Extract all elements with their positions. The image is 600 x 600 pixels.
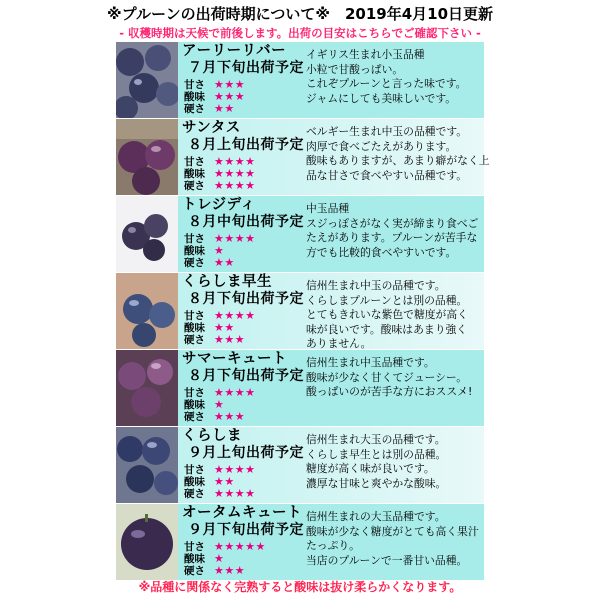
firmness-rating: 硬さ ★★ (184, 256, 235, 269)
plum-photo (116, 196, 178, 272)
variety-row (116, 504, 484, 581)
variety-description: 信州生まれの大玉品種です。 酸味が少なく糖度がとても高く果汁 たっぷり。 当店のプルーンで一番甘い品種。 (306, 510, 479, 567)
firmness-rating: 硬さ ★★★ (184, 333, 246, 346)
star-rating: ★ (214, 398, 225, 411)
star-rating: ★★★★ (214, 487, 256, 500)
firmness-rating: 硬さ ★★★★ (184, 487, 256, 500)
variety-name: くらしま (182, 428, 242, 444)
acidity-rating: 酸味 ★★ (184, 321, 235, 334)
sweetness-rating: 甘さ ★★★★★ (184, 540, 266, 553)
star-rating: ★★★ (214, 410, 246, 423)
ratings (184, 387, 304, 423)
variety-description: イギリス生まれ小玉品種 小粒で甘酸っぱい。 これぞプルーンと言った味です。 ジャムにしても美味しいです。 (306, 48, 467, 105)
star-rating: ★★★★ (214, 179, 256, 192)
ratings (184, 541, 304, 577)
plum-photo (116, 504, 178, 580)
variety-name: オータムキュート (182, 505, 302, 521)
sweetness-rating: 甘さ ★★★★ (184, 232, 256, 245)
ratings (184, 79, 304, 115)
star-rating: ★★★ (214, 564, 246, 577)
plum-photo (116, 273, 178, 349)
ratings (184, 310, 304, 346)
variety-name: アーリーリバー (182, 43, 287, 59)
plum-photo (116, 427, 178, 503)
star-rating: ★ (214, 244, 225, 257)
variety-row (116, 427, 484, 504)
variety-description: 信州生まれ大玉の品種です。 くらしま早生とは別の品種。 糖度が高く味が良いです。 濃厚な甘味と爽やかな酸味。 (306, 433, 447, 490)
sweetness-rating: 甘さ ★★★ (184, 78, 246, 91)
star-rating: ★★ (214, 102, 235, 115)
star-rating: ★★ (214, 256, 235, 269)
variety-list (116, 42, 490, 581)
firmness-rating: 硬さ ★★★ (184, 410, 246, 423)
star-rating: ★★★★ (214, 232, 256, 245)
star-rating: ★★★★ (214, 463, 256, 476)
footer-note: ※品種に関係なく完熟すると酸味は抜け柔らかくなります。 (138, 580, 462, 594)
shipping-schedule: ８月下旬出荷予定 (188, 291, 304, 307)
star-rating: ★★★★ (214, 386, 256, 399)
sweetness-rating: 甘さ ★★★★ (184, 309, 256, 322)
star-rating: ★★ (214, 321, 235, 334)
acidity-rating: 酸味 ★★ (184, 475, 235, 488)
variety-row (116, 196, 484, 273)
variety-row (116, 119, 490, 196)
firmness-rating: 硬さ ★★★★ (184, 179, 256, 192)
acidity-rating: 酸味 ★ (184, 398, 225, 411)
acidity-rating: 酸味 ★★★ (184, 90, 246, 103)
star-rating: ★★★★ (214, 155, 256, 168)
sweetness-rating: 甘さ ★★★★ (184, 463, 256, 476)
shipping-schedule: ７月下旬出荷予定 (188, 60, 304, 76)
star-rating: ★★ (214, 475, 235, 488)
variety-name: サマーキュート (182, 351, 287, 367)
variety-description: 信州生まれ中玉の品種です。 くらしまプルーンとは別の品種。 とてもきれいな紫色で糖度が高く 味が良いです。酸味はあまり強く ありません。 (306, 279, 468, 351)
star-rating: ★★★ (214, 90, 246, 103)
sweetness-rating: 甘さ ★★★★ (184, 155, 256, 168)
variety-name: くらしま早生 (182, 274, 272, 290)
star-rating: ★★★★★ (214, 540, 266, 553)
variety-name: サンタス (182, 120, 241, 136)
variety-name: トレジディ (182, 197, 256, 213)
acidity-rating: 酸味 ★★★★ (184, 167, 256, 180)
shipping-schedule: ９月上旬出荷予定 (188, 445, 304, 461)
acidity-rating: 酸味 ★ (184, 552, 225, 565)
star-rating: ★★★ (214, 78, 246, 91)
plum-photo (116, 350, 178, 426)
star-rating: ★★★ (214, 333, 246, 346)
shipping-schedule: ８月下旬出荷予定 (188, 368, 304, 384)
acidity-rating: 酸味 ★ (184, 244, 225, 257)
plum-photo (116, 119, 178, 195)
star-rating: ★★★★ (214, 309, 256, 322)
page-title: ※プルーンの出荷時期について※ 2019年4月10日更新 (106, 5, 494, 23)
variety-description: 中玉品種 スジっぽさがなく実が締まり食べご たえがあります。プルーンが苦手な 方でも比較的食べやすいです。 (306, 202, 479, 259)
shipping-schedule: ８月中旬出荷予定 (188, 214, 304, 230)
sweetness-rating: 甘さ ★★★★ (184, 386, 256, 399)
shipping-schedule: ８月上旬出荷予定 (188, 137, 304, 153)
firmness-rating: 硬さ ★★★ (184, 564, 246, 577)
variety-description: ベルギー生まれ中玉の品種です。 肉厚で食べごたえがあります。 酸味もありますが、あまり癖がなく上 品な甘さで食べやすい品種です。 (306, 125, 490, 182)
shipping-schedule: ９月下旬出荷予定 (188, 522, 304, 538)
firmness-rating: 硬さ ★★ (184, 102, 235, 115)
plum-photo (116, 42, 178, 118)
ratings (184, 156, 304, 192)
star-rating: ★ (214, 552, 225, 565)
harvest-notice: - 収穫時期は天候で前後します。出荷の目安はこちらでご確認下さい - (119, 26, 481, 40)
star-rating: ★★★★ (214, 167, 256, 180)
variety-row (116, 350, 484, 427)
ratings (184, 233, 304, 269)
variety-row (116, 42, 484, 119)
ratings (184, 464, 304, 500)
variety-row (116, 273, 484, 350)
variety-description: 信州生まれ中玉品種です。 酸味が少なく甘くてジューシー。 酸っぱいのが苦手な方におススメ! (306, 356, 473, 399)
